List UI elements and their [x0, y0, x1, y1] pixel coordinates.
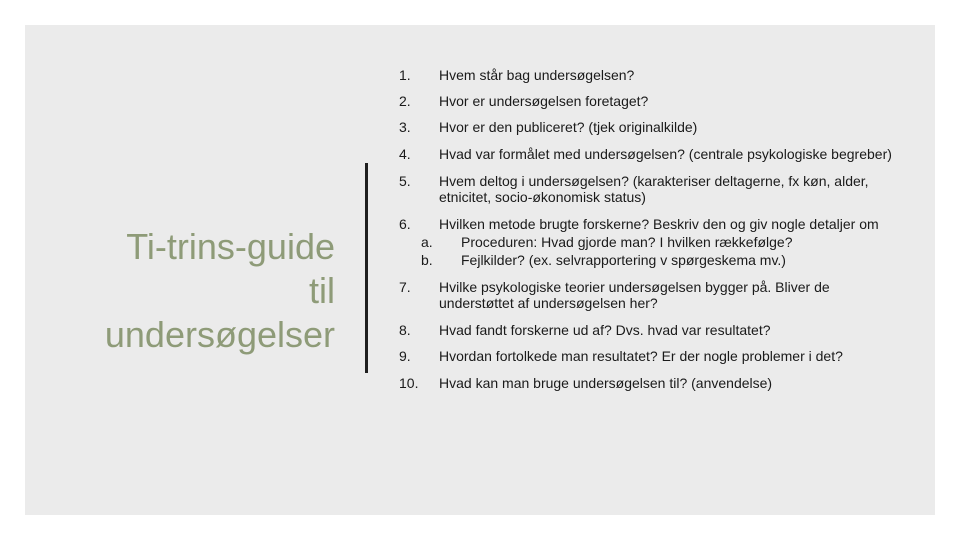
list-item: [399, 348, 899, 364]
list-item: [399, 93, 899, 109]
item-number: 2.: [399, 93, 411, 109]
item-number: 7.: [399, 279, 411, 295]
question-list: [399, 65, 899, 391]
item-text: Proceduren: Hvad gjorde man? I hvilken rækkefølge?: [461, 234, 793, 250]
item-text: Hvad var formålet med undersøgelsen? (centrale psykologiske begreber): [439, 146, 892, 162]
list-item: [399, 375, 899, 391]
item-number: 9.: [399, 348, 411, 364]
list-item: [399, 322, 899, 338]
item-number: 4.: [399, 146, 411, 162]
item-number: 1.: [399, 67, 411, 83]
item-number: 3.: [399, 119, 411, 135]
item-letter: a.: [421, 234, 433, 250]
title-line: til: [309, 270, 335, 311]
title-line: Ti-trins-guide: [126, 226, 335, 267]
item-letter: b.: [421, 252, 433, 268]
sub-list-item: [399, 252, 899, 268]
item-text: Hvem deltog i undersøgelsen? (karakteriser deltagerne, fx køn, alder, etnicitet, socio-økonomisk status): [439, 173, 869, 205]
item-text: Hvordan fortolkede man resultatet? Er der nogle problemer i det?: [439, 348, 843, 364]
list-item: [399, 119, 899, 135]
vertical-divider: [365, 163, 368, 373]
slide-title: [35, 225, 335, 357]
list-item: [399, 146, 899, 162]
item-text: Fejlkilder? (ex. selvrapportering v spørgeskema mv.): [461, 252, 786, 268]
item-text: Hvilke psykologiske teorier undersøgelsen bygger på. Bliver de understøttet af undersøgelsen her?: [439, 279, 830, 311]
item-text: Hvilken metode brugte forskerne? Beskriv den og giv nogle detaljer om: [439, 216, 879, 232]
item-number: 6.: [399, 216, 411, 232]
item-text: Hvor er undersøgelsen foretaget?: [439, 93, 649, 109]
item-text: Hvad kan man bruge undersøgelsen til? (anvendelse): [439, 375, 773, 391]
list-item: [399, 67, 899, 83]
item-text: Hvor er den publiceret? (tjek originalkilde): [439, 119, 698, 135]
title-line: undersøgelser: [104, 314, 335, 355]
item-number: 8.: [399, 322, 411, 338]
sub-list-item: [399, 234, 899, 250]
list-item: [399, 216, 899, 232]
item-text: Hvad fandt forskerne ud af? Dvs. hvad var resultatet?: [439, 322, 771, 338]
item-number: 5.: [399, 173, 411, 189]
list-item: [399, 173, 899, 205]
slide: [25, 25, 935, 515]
item-number: 10.: [399, 375, 419, 391]
item-text: Hvem står bag undersøgelsen?: [439, 67, 635, 83]
list-item: [399, 279, 899, 311]
